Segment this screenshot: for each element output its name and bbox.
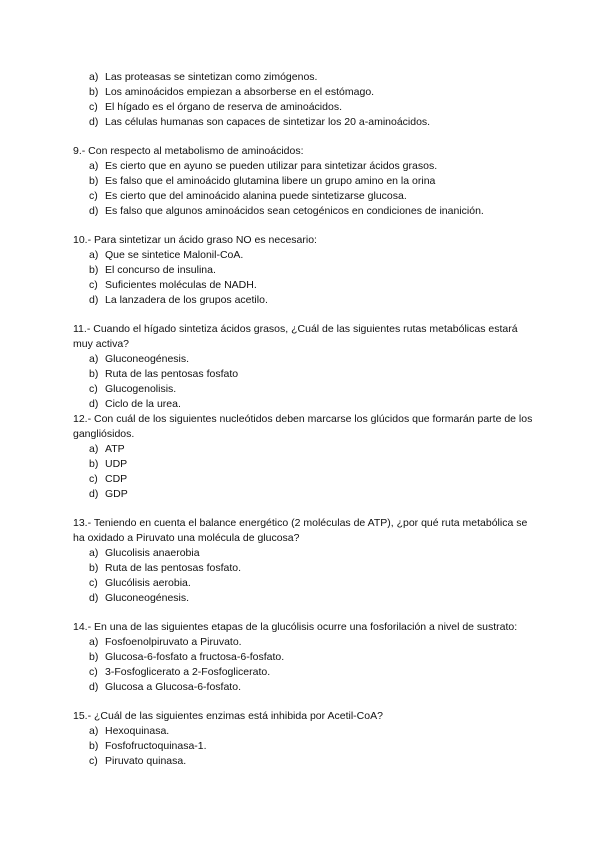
option-letter: d) — [89, 294, 99, 306]
option-text: Glucosa-6-fosfato a fructosa-6-fosfato. — [105, 651, 285, 663]
option-b — [73, 85, 533, 100]
question-11 — [73, 322, 533, 412]
option-text: Glucosa a Glucosa-6-fosfato. — [105, 681, 241, 693]
question-12 — [73, 412, 533, 502]
option-c — [73, 754, 533, 769]
option-letter: b) — [89, 458, 99, 470]
option-c — [73, 382, 533, 397]
option-text: Ciclo de la urea. — [105, 398, 181, 410]
option-text: Glucolisis anaerobia — [105, 547, 200, 559]
option-c — [73, 278, 533, 293]
option-text: Fosfofructoquinasa-1. — [105, 740, 207, 752]
option-text: El hígado es el órgano de reserva de aminoácidos. — [105, 101, 342, 113]
option-a — [73, 546, 533, 561]
option-text: El concurso de insulina. — [105, 264, 216, 276]
option-text: UDP — [105, 458, 128, 470]
option-a — [73, 159, 533, 174]
question-14 — [73, 620, 533, 695]
option-text: 3-Fosfoglicerato a 2-Fosfoglicerato. — [105, 666, 271, 678]
option-letter: b) — [89, 86, 99, 98]
option-letter: c) — [89, 577, 98, 589]
option-a — [73, 635, 533, 650]
option-b — [73, 263, 533, 278]
question-title: 14.- En una de las siguientes etapas de la glucólisis ocurre una fosforilación a nivel de sustrato: — [73, 621, 518, 633]
option-letter: c) — [89, 101, 98, 113]
option-letter: c) — [89, 755, 98, 767]
options-list — [73, 248, 533, 308]
question-9 — [73, 144, 533, 219]
options-list — [73, 442, 533, 502]
option-a — [73, 352, 533, 367]
option-letter: d) — [89, 488, 99, 500]
option-text: Suficientes moléculas de NADH. — [105, 279, 257, 291]
option-d — [73, 204, 533, 219]
option-letter: b) — [89, 562, 99, 574]
option-text: Es falso que el aminoácido glutamina libere un grupo amino en la orina — [105, 175, 436, 187]
option-b — [73, 739, 533, 754]
options-list — [73, 352, 533, 412]
option-c — [73, 472, 533, 487]
option-d — [73, 591, 533, 606]
option-text: Que se sintetice Malonil-CoA. — [105, 249, 244, 261]
option-letter: c) — [89, 279, 98, 291]
option-text: Las células humanas son capaces de sintetizar los 20 a-aminoácidos. — [105, 116, 431, 128]
option-letter: d) — [89, 116, 99, 128]
option-text: Gluconeogénesis. — [105, 353, 190, 365]
option-letter: a) — [89, 636, 99, 648]
option-a — [73, 442, 533, 457]
option-letter: c) — [89, 666, 98, 678]
option-d — [73, 397, 533, 412]
option-letter: c) — [89, 473, 98, 485]
option-text: Piruvato quinasa. — [105, 755, 187, 767]
option-text: ATP — [105, 443, 125, 455]
question-title: 11.- Cuando el hígado sintetiza ácidos grasos, ¿Cuál de las siguientes rutas metabólicas estará muy activa? — [73, 323, 518, 350]
option-letter: a) — [89, 725, 99, 737]
option-letter: b) — [89, 740, 99, 752]
option-c — [73, 665, 533, 680]
question-8 — [73, 70, 533, 130]
option-letter: d) — [89, 205, 99, 217]
option-letter: c) — [89, 383, 98, 395]
option-c — [73, 576, 533, 591]
option-d — [73, 115, 533, 130]
option-b — [73, 174, 533, 189]
option-text: Las proteasas se sintetizan como zimógenos. — [105, 71, 318, 83]
option-b — [73, 367, 533, 382]
option-b — [73, 457, 533, 472]
option-letter: d) — [89, 681, 99, 693]
option-letter: d) — [89, 398, 99, 410]
option-d — [73, 680, 533, 695]
option-letter: b) — [89, 175, 99, 187]
question-10 — [73, 233, 533, 308]
option-letter: b) — [89, 651, 99, 663]
option-d — [73, 487, 533, 502]
option-text: Los aminoácidos empiezan a absorberse en el estómago. — [105, 86, 375, 98]
option-letter: b) — [89, 264, 99, 276]
question-title: 12.- Con cuál de los siguientes nucleótidos deben marcarse los glúcidos que formarán parte de los gangliósidos. — [73, 413, 533, 440]
question-13 — [73, 516, 533, 606]
question-15 — [73, 709, 533, 769]
question-title: 10.- Para sintetizar un ácido graso NO es necesario: — [73, 234, 317, 246]
option-text: Es cierto que del aminoácido alanina puede sintetizarse glucosa. — [105, 190, 407, 202]
options-list — [73, 724, 533, 769]
option-text: Gluconeogénesis. — [105, 592, 190, 604]
option-text: Es cierto que en ayuno se pueden utilizar para sintetizar ácidos grasos. — [105, 160, 438, 172]
option-b — [73, 561, 533, 576]
question-title: 13.- Teniendo en cuenta el balance energético (2 moléculas de ATP), ¿por qué ruta metabólica se ha oxidado a Piruvato una molécula de glucosa? — [73, 517, 528, 544]
option-text: Hexoquinasa. — [105, 725, 170, 737]
option-text: CDP — [105, 473, 128, 485]
options-list — [73, 635, 533, 695]
options-list — [73, 159, 533, 219]
option-text: Glucogenolisis. — [105, 383, 177, 395]
option-letter: a) — [89, 71, 99, 83]
options-list — [73, 546, 533, 606]
option-a — [73, 70, 533, 85]
options-list — [73, 70, 533, 130]
option-a — [73, 724, 533, 739]
option-text: Glucólisis aerobia. — [105, 577, 191, 589]
question-title: 9.- Con respecto al metabolismo de aminoácidos: — [73, 145, 304, 157]
option-text: La lanzadera de los grupos acetilo. — [105, 294, 268, 306]
option-text: GDP — [105, 488, 128, 500]
option-c — [73, 189, 533, 204]
option-text: Fosfoenolpiruvato a Piruvato. — [105, 636, 242, 648]
question-list — [73, 70, 533, 769]
option-letter: a) — [89, 547, 99, 559]
option-letter: a) — [89, 249, 99, 261]
option-letter: a) — [89, 443, 99, 455]
option-text: Ruta de las pentosas fosfato. — [105, 562, 242, 574]
option-d — [73, 293, 533, 308]
option-text: Ruta de las pentosas fosfato — [105, 368, 239, 380]
option-c — [73, 100, 533, 115]
option-letter: a) — [89, 353, 99, 365]
option-letter: c) — [89, 190, 98, 202]
option-b — [73, 650, 533, 665]
option-text: Es falso que algunos aminoácidos sean cetogénicos en condiciones de inanición. — [105, 205, 484, 217]
option-letter: a) — [89, 160, 99, 172]
option-letter: d) — [89, 592, 99, 604]
option-a — [73, 248, 533, 263]
question-title: 15.- ¿Cuál de las siguientes enzimas está inhibida por Acetil-CoA? — [73, 710, 383, 722]
option-letter: b) — [89, 368, 99, 380]
